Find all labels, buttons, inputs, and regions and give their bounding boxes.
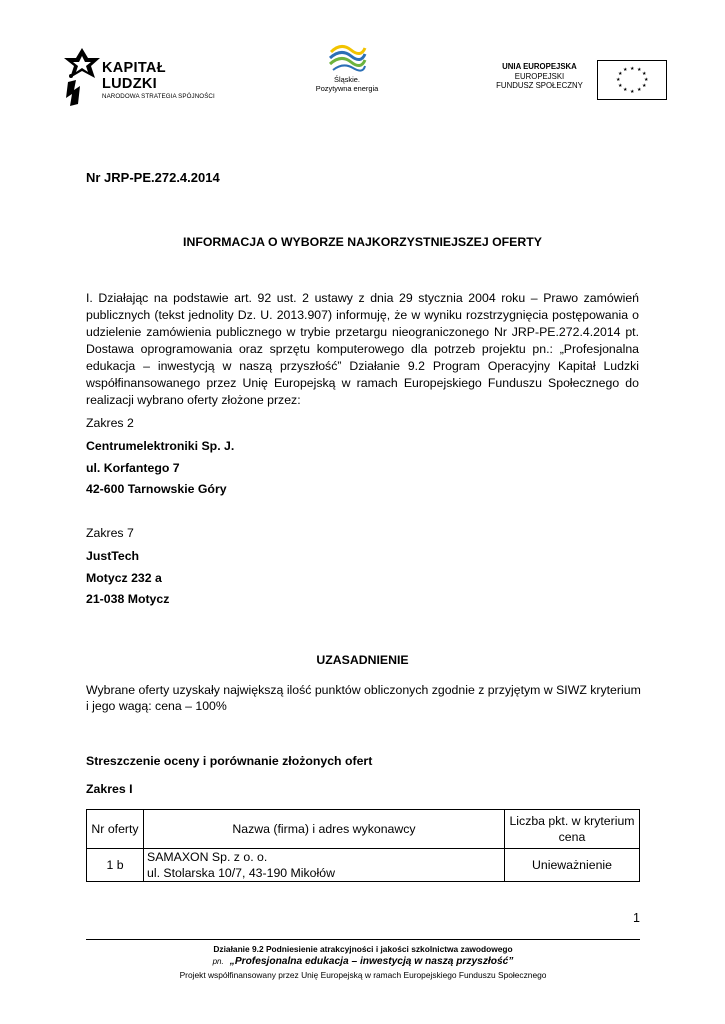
kapital-ludzki-subtitle: NARODOWA STRATEGIA SPÓJNOŚCI <box>102 93 215 100</box>
kapital-ludzki-title: KAPITAŁ LUDZKI <box>102 60 166 92</box>
zakres-7-company: JustTech <box>86 549 140 563</box>
svg-text:★: ★ <box>630 89 635 95</box>
slaskie-waves-icon <box>327 42 367 72</box>
ue-line3: FUNDUSZ SPOŁECZNY <box>496 81 583 91</box>
svg-text:★: ★ <box>623 87 628 93</box>
ue-text-block <box>487 62 592 91</box>
cell-company-name: SAMAXON Sp. z o. o. <box>147 850 268 864</box>
footer-line3: Projekt współfinansowany przez Unię Europejską w ramach Europejskiego Funduszu Społecznego <box>179 970 547 980</box>
kapital-ludzki-logo <box>62 46 222 108</box>
footer-project <box>86 956 640 967</box>
svg-text:★: ★ <box>618 83 623 89</box>
slaskie-logo <box>308 42 386 98</box>
svg-text:★: ★ <box>618 71 623 77</box>
slaskie-name: Śląskie. <box>334 75 360 84</box>
svg-text:★: ★ <box>642 71 647 77</box>
uzasadnienie-text: Wybrane oferty uzyskały największą ilość punktów obliczonych zgodnie z przyjętym w SIWZ kryterium i jego wagą: cena – 100% <box>86 683 641 713</box>
table-row <box>87 849 640 882</box>
cell-company-address: ul. Stolarska 10/7, 43-190 Mikołów <box>147 866 335 880</box>
zakres-7-address <box>86 546 169 611</box>
document-title: INFORMACJA O WYBORZE NAJKORZYSTNIEJSZEJ OFERTY <box>183 235 542 249</box>
document-number: Nr JRP-PE.272.4.2014 <box>86 170 220 185</box>
slaskie-slogan: Pozytywna energia <box>315 84 379 93</box>
zakres-2-address <box>86 436 234 501</box>
footer-project-name: „Profesjonalna edukacja – inwestycją w naszą przyszłość” <box>229 956 514 967</box>
eu-flag-icon <box>597 60 667 100</box>
footer-divider <box>86 939 640 940</box>
zakres-i-heading: Zakres I <box>86 782 133 796</box>
zakres-7-city: 21-038 Motycz <box>86 592 170 606</box>
zakres-7-street: Motycz 232 a <box>86 570 162 585</box>
svg-text:★: ★ <box>642 83 647 89</box>
cell-nr: 1 b <box>87 849 144 882</box>
kapital-ludzki-star-icon <box>62 46 102 108</box>
ue-line1: UNIA EUROPEJSKA <box>502 62 577 71</box>
cell-result: Unieważnienie <box>505 849 640 882</box>
zakres-7-label: Zakres 7 <box>86 526 134 540</box>
eu-stars-icon <box>598 61 666 99</box>
svg-text:★: ★ <box>637 67 642 73</box>
header-nazwa: Nazwa (firma) i adres wykonawcy <box>144 810 505 849</box>
svg-text:★: ★ <box>623 67 628 73</box>
ue-line2: EUROPEJSKI <box>514 71 565 81</box>
footer-line1: Działanie 9.2 Podniesienie atrakcyjności i jakości szkolnictwa zawodowego <box>213 944 513 954</box>
uzasadnienie-heading: UZASADNIENIE <box>316 653 409 667</box>
zakres-2-label: Zakres 2 <box>86 416 134 430</box>
zakres-2-street: ul. Korfantego 7 <box>86 460 180 475</box>
svg-text:★: ★ <box>616 77 621 83</box>
streszczenie-heading: Streszczenie oceny i porównanie złożonych ofert <box>86 754 373 768</box>
cell-company <box>144 849 505 882</box>
zakres-2-company: Centrumelektroniki Sp. J. <box>86 439 235 453</box>
svg-text:★: ★ <box>637 87 642 93</box>
header-liczba-pkt: Liczba pkt. w kryterium cena <box>505 810 640 849</box>
header-nr-oferty: Nr oferty <box>87 810 144 849</box>
footer-pn: pn. <box>212 957 224 966</box>
zakres-2-city: 42-600 Tarnowskie Góry <box>86 482 227 496</box>
table-header-row <box>87 810 640 849</box>
svg-text:★: ★ <box>630 66 635 72</box>
page-number: 1 <box>633 911 640 925</box>
main-paragraph: I. Działając na podstawie art. 92 ust. 2 ustawy z dnia 29 stycznia 2004 roku – Prawo zamówień publicznych (tekst jednolity Dz. U. 2013.907) informuję, że w wyniku rozstrzygnięcia postępowania o udzielenie zamówienia publicznego w trybie przetargu nieograniczonego Nr JRP-PE.272.4.2014 pt. Dostawa oprogramowania oraz sprzętu komputerowego dla potrzeb projektu pn.: „Profesjonalna edukacja – inwestycją w naszą przyszłość” Działanie 9.2 Program Operacyjny Kapitał Ludzki współfinansowanego przez Unię Europejską w ramach Europejskiego Funduszu Społecznego do realizacji wybrano oferty złożone przez: <box>86 291 639 407</box>
offers-table <box>86 809 640 882</box>
svg-text:★: ★ <box>644 77 649 83</box>
